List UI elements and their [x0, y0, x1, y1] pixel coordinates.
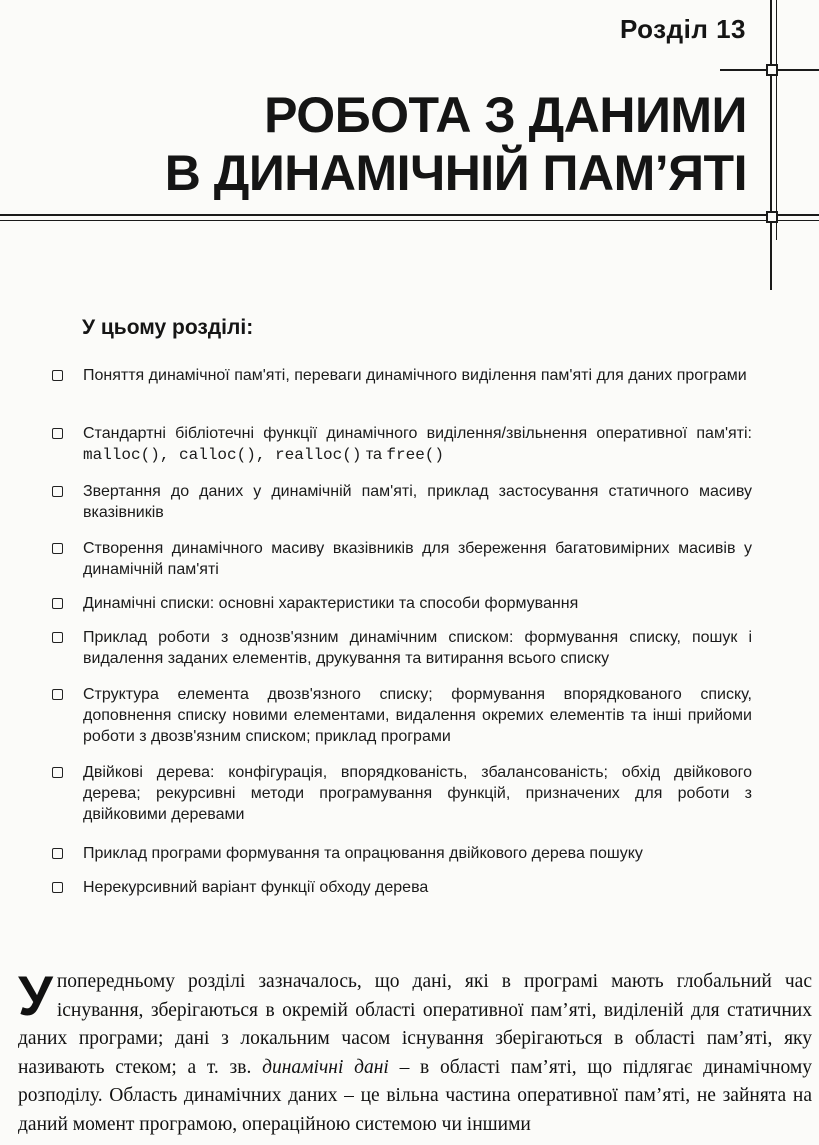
body-text-part: – в області пам’яті, що підлягає динамічному розподілу. Область динамічних даних – це вільна частина оперативної пам’яті, не зайнята на даний момент програмою, операційною системою чи іншими [18, 1056, 812, 1135]
intro-heading: У цьому розділі: [82, 316, 254, 339]
topic-item [52, 538, 752, 580]
topic-item [52, 762, 752, 825]
topic-text: Приклад роботи з однозв'язним динамічним списком: формування списку, пошук і видалення заданих елементів, друкування та витирання всього списку [83, 629, 752, 667]
topic-text: Звертання до даних у динамічній пам'яті, приклад застосування статичного масиву вказівників [83, 483, 752, 521]
drop-cap: У [18, 964, 53, 1027]
frame-vertical-line [770, 0, 772, 290]
body-text-part: попередньому розділі зазначалось, що дані, які в програмі мають глобальний час існування, зберігаються в окремій області оперативної пам’яті, виділеній для статичних даних програми; дані з локальним часом існування зберігаються в області пам’яті, яку називають стеком; а т. зв. [18, 971, 812, 1078]
topic-text: Створення динамічного масиву вказівників для збереження багатовимірних масивів у динамічній пам'яті [83, 540, 752, 578]
topic-item [52, 877, 752, 898]
section-label: Розділ 13 [619, 14, 746, 44]
topic-text: Двійкові дерева: конфігурація, впорядкованість, збалансованість; обхід двійкового дерева; рекурсивні методи програмування функцій, призначених для роботи з двійковими деревами [83, 764, 752, 823]
checkbox-bullet-icon [52, 428, 63, 439]
code-snippet: malloc(), calloc(), realloc() [83, 446, 362, 464]
chapter-title [165, 86, 747, 202]
frame-bottom-line [0, 214, 819, 216]
checkbox-bullet-icon [52, 543, 63, 554]
topic-item [52, 627, 752, 669]
topic-text: Динамічні списки: основні характеристики та способи формування [83, 595, 579, 612]
frame-corner-marker-bottom [766, 211, 778, 223]
emphasis-term: динамічні дані [262, 1056, 389, 1078]
chapter-title-line-1: РОБОТА З ДАНИМИ [264, 87, 747, 143]
checkbox-bullet-icon [52, 370, 63, 381]
checkbox-bullet-icon [52, 767, 63, 778]
topic-text: Приклад програми формування та опрацювання двійкового дерева пошуку [83, 845, 643, 862]
code-snippet: free() [386, 446, 444, 464]
frame-corner-marker-top [766, 64, 778, 76]
chapter-title-line-2: В ДИНАМІЧНІЙ ПАМ’ЯТІ [164, 145, 747, 201]
topic-text: Поняття динамічної пам'яті, переваги динамічного виділення пам'яті для даних програми [83, 367, 747, 384]
topic-text: Нерекурсивний варіант функції обходу дерева [83, 879, 429, 896]
frame-vertical-line-thin [776, 0, 777, 240]
checkbox-bullet-icon [52, 632, 63, 643]
topic-text: Структура елемента двозв'язного списку; формування впорядкованого списку, доповнення списку новими елементами, видалення окремих елементів та інші прийоми роботи з двозв'язним списком; приклад програми [83, 686, 752, 745]
checkbox-bullet-icon [52, 486, 63, 497]
body-paragraph [18, 964, 812, 1139]
topic-item [52, 423, 752, 466]
frame-bottom-line-thin [0, 220, 819, 221]
topic-item [52, 365, 752, 386]
topic-item [52, 481, 752, 523]
checkbox-bullet-icon [52, 882, 63, 893]
checkbox-bullet-icon [52, 598, 63, 609]
topic-text-part: та [361, 446, 387, 463]
topic-text-part: Стандартні бібліотечні функції динамічного виділення/звільнення оперативної пам'яті: [83, 425, 752, 442]
topic-item [52, 684, 752, 747]
topic-text [83, 423, 752, 466]
topic-item [52, 843, 752, 864]
checkbox-bullet-icon [52, 848, 63, 859]
checkbox-bullet-icon [52, 689, 63, 700]
topic-item [52, 593, 752, 614]
